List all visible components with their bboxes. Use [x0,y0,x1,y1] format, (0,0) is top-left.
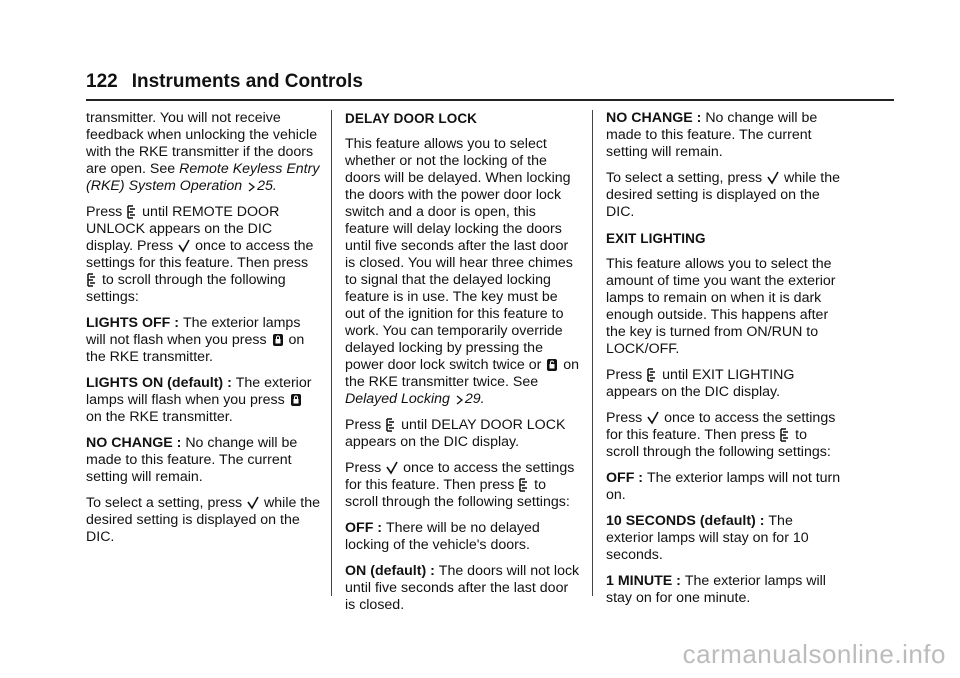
section-heading: EXIT LIGHTING [606,231,706,246]
link-rke-operation[interactable]: Remote Keyless Entry (RKE) System Operation [86,161,320,194]
checkmark-icon [767,171,779,185]
paragraph: Press until EXIT LIGHTING appears on the DIC display. [606,367,795,400]
page-header [86,70,894,94]
setting-item: OFF : The exterior lamps will not turn on. [606,470,841,503]
setting-item: NO CHANGE : No change will be made to this feature. The current setting will remain. [606,110,818,160]
rke-unlock-button-icon [546,358,558,372]
checkmark-icon [386,461,398,475]
page-ref-icon [455,394,464,406]
header-rule [86,99,894,101]
paragraph: This feature allows you to select the amount of time you want the exterior lamps to remain on when it is dark enough outside. This happens after the key is turned from ON/RUN to LOCK/OFF. [606,256,836,357]
column-divider [592,110,593,596]
page-number: 122 [86,71,118,92]
menu-scroll-icon [127,205,137,219]
menu-scroll-icon [647,368,657,382]
column-2 [345,110,581,623]
paragraph: To select a setting, press while the desired setting is displayed on the DIC. [606,170,841,220]
checkmark-icon [247,496,259,510]
link-delayed-locking[interactable]: Delayed Locking [345,391,450,407]
paragraph: To select a setting, press while the desired setting is displayed on the DIC. [86,495,321,545]
setting-item: ON (default) : The doors will not lock until five seconds after the last door is closed. [345,563,580,613]
setting-item: NO CHANGE : No change will be made to this feature. The current setting will remain. [86,435,298,485]
rke-lock-button-icon [272,333,284,347]
checkmark-icon [178,239,190,253]
menu-scroll-icon [386,418,396,432]
page-ref-icon [247,181,256,193]
menu-scroll-icon [519,478,529,492]
column-1 [86,110,322,555]
paragraph: This feature allows you to select whether or not the locking of the doors will be delayed. When locking the doors with the power door lock switch and a door is open, this feature will delay locking the doors until five seconds after the last door is closed. You will hear three chimes to signal that the delayed locking feature is in use. The key must be out of the ignition for this feature to work. You can temporarily override delayed locking by pressing the power door lock switch twice or on the RKE transmitter twice. See Delayed Locking 29. [345,136,580,407]
paragraph: transmitter. You will not receive feedback when unlocking the vehicle with the RKE transmitter if the doors are open. See Remote Keyless Entry (RKE) System Operation 25. [86,110,320,194]
page-ref[interactable]: 29 [464,391,481,407]
setting-item: 1 MINUTE : The exterior lamps will stay on for one minute. [606,573,826,606]
column-divider [331,110,332,596]
page-ref[interactable]: 25 [257,178,273,194]
setting-item: LIGHTS OFF : The exterior lamps will not flash when you press on the RKE transmitter. [86,315,305,365]
paragraph: Press once to access the settings for this feature. Then press to scroll through the following settings: [345,460,575,510]
menu-scroll-icon [780,428,790,442]
checkmark-icon [647,411,659,425]
setting-item: OFF : There will be no delayed locking of the vehicle's doors. [345,520,540,553]
menu-scroll-icon [87,273,97,287]
setting-item: LIGHTS ON (default) : The exterior lamps will flash when you press on the RKE transmitter. [86,375,312,425]
watermark: carmanualsonline.info [682,639,946,669]
paragraph: Press until REMOTE DOOR UNLOCK appears on the DIC display. Press once to access the settings for this feature. Then press to scroll through the following settings: [86,204,314,305]
setting-item: 10 SECONDS (default) : The exterior lamps will stay on for 10 seconds. [606,513,809,563]
section-title: Instruments and Controls [131,71,363,92]
paragraph: Press until DELAY DOOR LOCK appears on the DIC display. [345,417,566,450]
rke-lock-button-icon [290,393,302,407]
paragraph: Press once to access the settings for this feature. Then press to scroll through the following settings: [606,410,836,460]
section-heading: DELAY DOOR LOCK [345,111,478,126]
column-3 [606,110,842,616]
